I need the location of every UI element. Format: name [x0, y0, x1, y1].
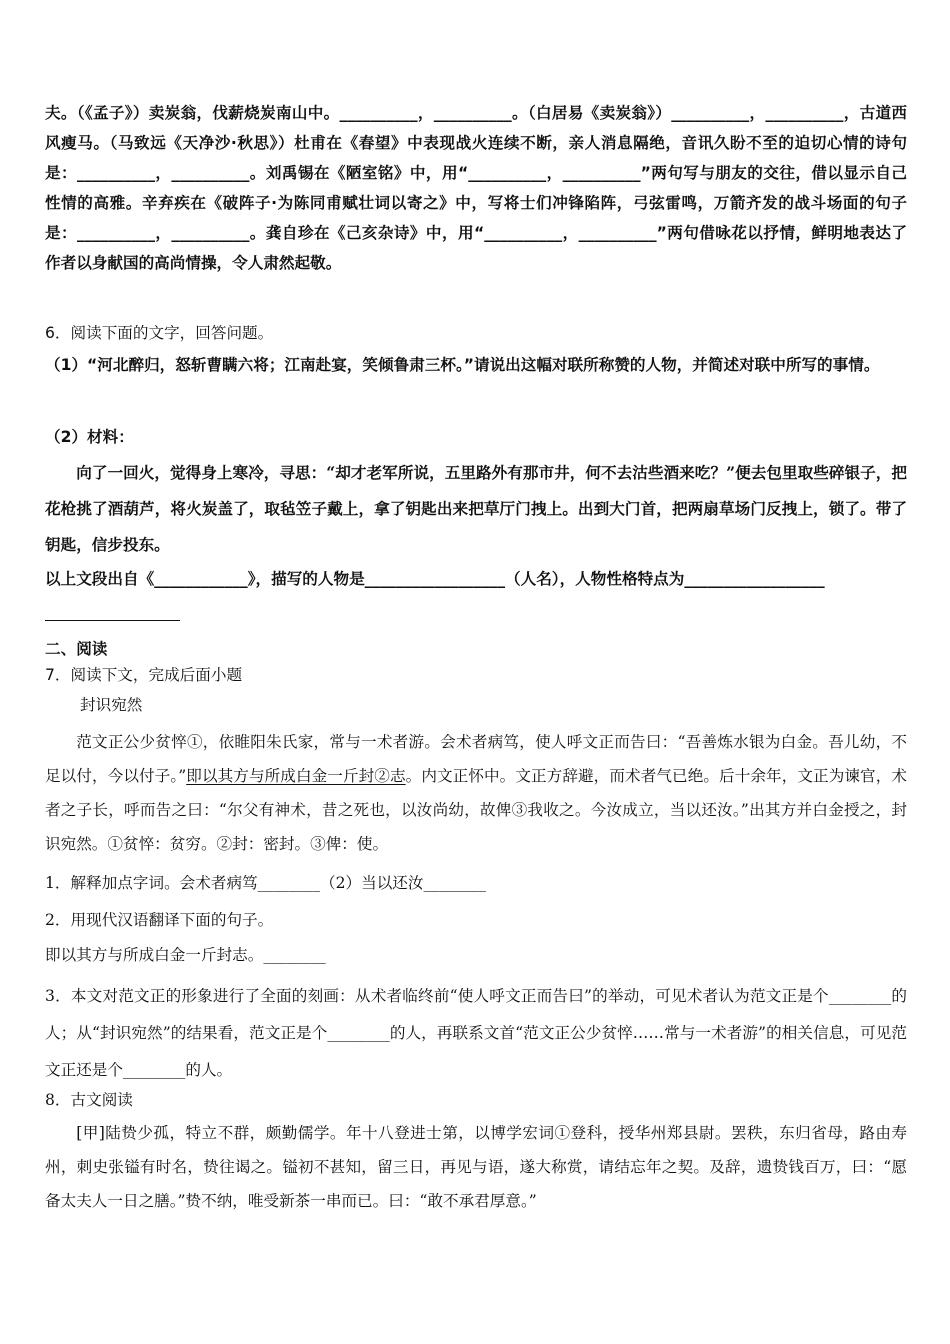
q7-passage-part2: 。内文正怀中。文正方辞避，而术者气已绝。后十余年，文正为谏官，术者之子长，呼而告之曰：“尔父有神术，昔之死也，以汝尚幼，故俾③我收之。今汝成立，当以还汝。”出其方并白金授之，封识宛然。①贫悴：贫穷。②封：密封。③俾：使。 — [45, 767, 907, 853]
q5-fill-in-text: 夫。（《孟子》）卖炭翁，伐薪烧炭南山中。__________，__________。（白居易《卖炭翁》）__________，__________，古道西风瘦马。（马致远《天净沙·秋思》）杜甫在《春望》中表现战火连续不断，亲人消息隔绝，音讯久盼不至的迫切心情的诗句是：__________，__________。刘禹锡在《陋室铭》中，用“__________，__________”两句写与朋友的交往，借以显示自己性情的高雅。辛弃疾在《破阵子·为陈同甫赋壮词以寄之》中，写将士们冲锋陷阵，弓弦雷鸣，万箭齐发的战斗场面的句子是：__________，__________。龚自珍在《己亥杂诗》中，用“__________，__________”两句借咏花以抒情，鲜明地表达了作者以身献国的高尚情操，令人肃然起敬。 — [45, 104, 907, 272]
q6-question: 以上文段出自《____________》，描写的人物是__________________（人名），人物性格特点为__________________ — [45, 570, 825, 588]
q7-sub3: 3．本文对范文正的形象进行了全面的刻画：从术者临终前“使人呼文正而告曰”的举动，可见术者认为范文正是个________的人；从“封识宛然”的结果看，范文正是个________的人，再联系文首“范文正公少贫悴……常与一术者游”的相关信息，可见范文正还是个________的人。 — [45, 987, 907, 1079]
q8-heading: 8．古文阅读 — [45, 1091, 133, 1109]
q6-answer-blank-line — [45, 620, 180, 621]
q6-sub2-label: （2）材料： — [45, 428, 134, 446]
q7-sub1: 1．解释加点字词。会术者病笃________（2）当以还汝________ — [45, 874, 486, 892]
q7-sub2-sentence: 即以其方与所成白金一斤封志。________ — [45, 946, 326, 964]
q7-heading: 7．阅读下文，完成后面小题 — [45, 666, 243, 684]
q6-material: 向了一回火，觉得身上寒冷，寻思：“却才老军所说，五里路外有那市井，何不去沽些酒来吃？”便去包里取些碎银子，把花枪挑了酒葫芦，将火炭盖了，取毡笠子戴上，拿了钥匙出来把草厅门拽上。出到大门首，把两扇草场门反拽上，锁了。带了钥匙，信步投东。 — [45, 463, 907, 554]
q7-underlined-sentence: 即以其方与所成白金一斤封②志 — [186, 767, 406, 785]
section2-heading: 二、阅读 — [45, 640, 108, 658]
q7-title: 封识宛然 — [80, 696, 143, 714]
q7-sub2: 2．用现代汉语翻译下面的句子。 — [45, 911, 274, 929]
q8-passage: [甲]陆贽少孤，特立不群，颇勤儒学。年十八登进士第，以博学宏词①登科，授华州郑县尉。罢秩，东归省母，路由寿州，刺史张镒有时名，贽往谒之。镒初不甚知，留三日，再见与语，遂大称赏，请结忘年之契。及辞，遗贽钱百万，曰：“愿备太夫人一日之膳。”贽不纳，唯受新茶一串而已。曰：“敢不承君厚意。” — [45, 1124, 907, 1210]
q7-passage-part1: 范文正公少贫悴①，依睢阳朱氏家，常与一术者游。会术者病笃，使人呼文正而告曰：“吾善炼水银为白金。吾儿幼，不足以付，今以付子。” — [45, 733, 907, 785]
q7-passage — [45, 725, 907, 861]
q6-heading: 6．阅读下面的文字，回答问题。 — [45, 324, 274, 342]
q6-sub1: （1）“河北醉归，怒斩曹瞒六将；江南赴宴，笑倾鲁肃三杯。”请说出这幅对联所称赞的人物，并简述对联中所写的事情。 — [45, 356, 880, 374]
